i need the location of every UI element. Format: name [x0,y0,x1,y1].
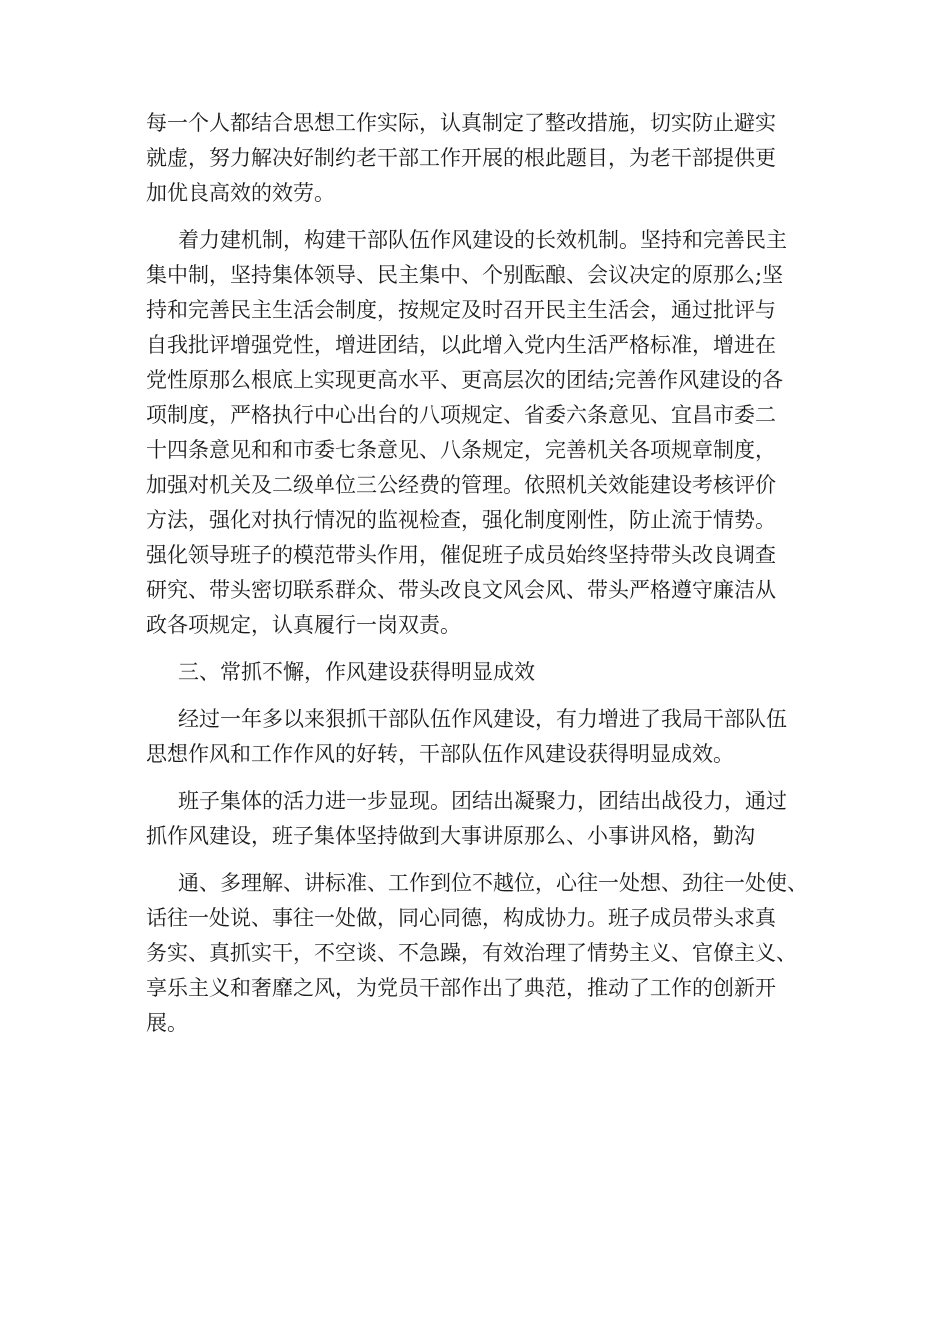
text-line: 着力建机制，构建干部队伍作风建设的长效机制。坚持和完善民主 [178,228,787,252]
text-line: 就虚，努力解决好制约老干部工作开展的根此题目，为老干部提供更 [146,146,776,170]
paragraph-4 [146,784,826,854]
text-line: 持和完善民主生活会制度，按规定及时召开民主生活会，通过批评与 [146,298,776,322]
text-line: 党性原那么根底上实现更高水平、更高层次的团结;完善作风建设的各 [146,368,784,392]
text-line: 强化领导班子的模范带头作用，催促班子成员始终坚持带头改良调查 [146,543,776,567]
text-line: 抓作风建设，班子集体坚持做到大事讲原那么、小事讲风格，勤沟 [146,824,755,848]
text-line: 话往一处说、事往一处做，同心同德，构成协力。班子成员带头求真 [146,906,776,930]
text-line: 十四条意见和和市委七条意见、八条规定，完善机关各项规章制度， [146,438,776,462]
text-line: 项制度，严格执行中心出台的八项规定、省委六条意见、宜昌市委二 [146,403,776,427]
text-line: 经过一年多以来狠抓干部队伍作风建设，有力增进了我局干部队伍 [178,707,787,731]
text-line: 务实、真抓实干，不空谈、不急躁，有效治理了情势主义、官僚主义、 [146,941,797,965]
text-line: 加强对机关及二级单位三公经费的管理。依照机关效能建设考核评价 [146,473,776,497]
text-line: 集中制，坚持集体领导、民主集中、个别酝酿、会议决定的原那么;坚 [146,263,784,287]
paragraph-1 [146,106,826,211]
section-heading [146,655,826,690]
text-line: 研究、带头密切联系群众、带头改良文风会风、带头严格遵守廉洁从 [146,578,776,602]
text-line: 加优良高效的效劳。 [146,181,335,205]
paragraph-2 [146,223,826,643]
paragraph-3 [146,702,826,772]
document-body [146,106,826,1053]
text-line: 展。 [146,1011,188,1035]
text-line: 思想作风和工作作风的好转，干部队伍作风建设获得明显成效。 [146,742,734,766]
text-line: 每一个人都结合思想工作实际，认真制定了整改措施，切实防止避实 [146,111,776,135]
text-line: 享乐主义和奢靡之风，为党员干部作出了典范，推动了工作的创新开 [146,976,776,1000]
section-heading-text: 三、常抓不懈，作风建设获得明显成效 [178,660,535,684]
text-line: 政各项规定，认真履行一岗双责。 [146,613,461,637]
paragraph-5 [146,866,826,1041]
text-line: 自我批评增强党性，增进团结，以此增入党内生活严格标准，增进在 [146,333,776,357]
text-line: 通、多理解、讲标准、工作到位不越位，心往一处想、劲往一处使、 [178,871,808,895]
text-line: 班子集体的活力进一步显现。团结出凝聚力，团结出战役力，通过 [178,789,787,813]
text-line: 方法，强化对执行情况的监视检查，强化制度刚性，防止流于情势。 [146,508,776,532]
